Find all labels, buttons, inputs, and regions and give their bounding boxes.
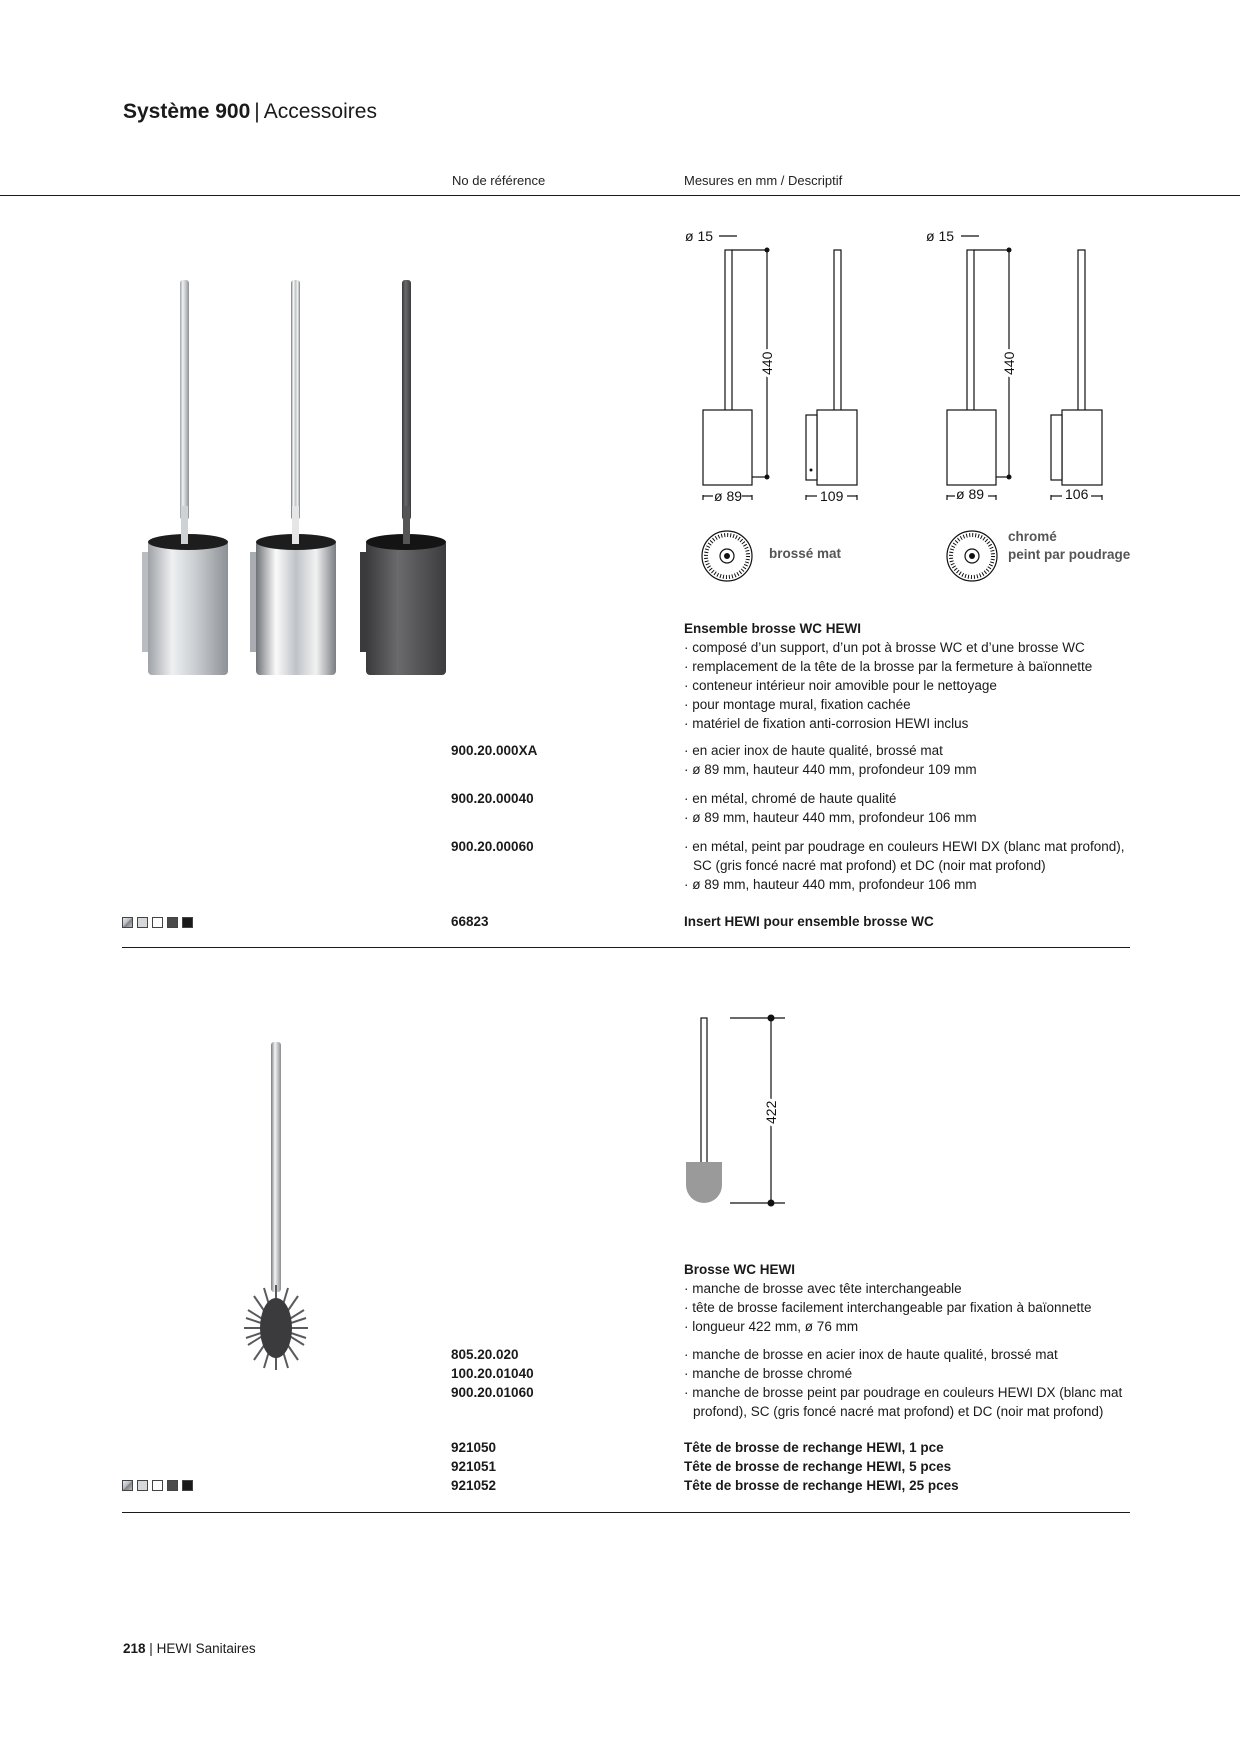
reference-number: 100.20.01040 [451, 1366, 534, 1381]
toilet-brush-photo [240, 1040, 320, 1380]
dim-109: 109 [820, 488, 844, 504]
brush-head-core [260, 1298, 292, 1358]
column-header-desc: Mesures en mm / Descriptif [684, 173, 843, 188]
variant-line: Tête de brosse de rechange HEWI, 5 pces [684, 1459, 952, 1474]
section-rule [122, 947, 1130, 948]
page-title-rest: Accessoires [263, 100, 377, 123]
color-swatches [122, 1480, 193, 1491]
feature-item: · pour montage mural, fixation cachée [684, 695, 1144, 714]
dim-d89-b: ø 89 [956, 486, 985, 502]
variant-description [684, 789, 1144, 827]
variant-line: · ø 89 mm, hauteur 440 mm, profondeur 106 mm [684, 808, 1144, 827]
footer-label: HEWI Sanitaires [156, 1641, 256, 1656]
swatch-chrome [137, 1480, 148, 1491]
feature-item: · manche de brosse avec tête interchangeable [684, 1279, 1144, 1298]
toilet-brush-set-photo [130, 270, 460, 690]
feature-item: · conteneur intérieur noir amovible pour le nettoyage [684, 676, 1144, 695]
finish-label-brushed: brossé mat [769, 546, 842, 561]
feature-item: · remplacement de la tête de la brosse par la fermeture à baïonnette [684, 657, 1144, 676]
variant-line: Tête de brosse de rechange HEWI, 1 pce [684, 1440, 944, 1455]
finish-label-chrome-line1: chromé [1008, 529, 1057, 544]
finish-label-chrome-line2: peint par poudrage [1008, 547, 1131, 562]
brush-technical-drawing [680, 1010, 800, 1210]
variant-line: Tête de brosse de rechange HEWI, 25 pces [684, 1478, 959, 1493]
feature-item: · matériel de fixation anti-corrosion HEWI inclus [684, 714, 1144, 733]
dim-d15-b: ø 15 [926, 228, 955, 244]
column-header-ref: No de référence [452, 173, 546, 188]
product-title-brush: Brosse WC HEWI [684, 1262, 796, 1277]
dim-422: 422 [763, 1100, 779, 1124]
page-number: 218 [123, 1641, 146, 1656]
page-title-separator: | [254, 100, 260, 123]
variant-line: · en acier inox de haute qualité, brossé mat [684, 741, 1144, 760]
swatch-white [152, 917, 163, 928]
finish-label-chrome [1008, 528, 1130, 564]
header-rule [0, 195, 1240, 196]
page-footer [123, 1641, 256, 1656]
variant-line: · ø 89 mm, hauteur 440 mm, profondeur 109 mm [684, 760, 1144, 779]
swatch-dark-grey [167, 1480, 178, 1491]
variant-line: · ø 89 mm, hauteur 440 mm, profondeur 106 mm [684, 875, 1136, 894]
swatch-white [152, 1480, 163, 1491]
holder-dark-grey [360, 280, 446, 675]
dim-106: 106 [1065, 486, 1089, 502]
reference-number: 805.20.020 [451, 1347, 519, 1362]
swatch-dark-grey [167, 917, 178, 928]
page-title-bold: Système 900 [123, 100, 251, 123]
reference-number: 900.20.000XA [451, 743, 538, 758]
variant-description [684, 741, 1144, 779]
footer-separator: | [149, 1641, 153, 1656]
swatch-black [182, 1480, 193, 1491]
variant-line: · manche de brosse peint par poudrage en couleurs HEWI DX (blanc mat profond), SC (gris foncé nacré mat profond) et DC (noir mat profond) [684, 1383, 1136, 1421]
reference-number: 900.20.01060 [451, 1385, 534, 1400]
holder-chrome [250, 280, 336, 675]
variant-line: · manche de brosse en acier inox de haute qualité, brossé mat [684, 1345, 1136, 1364]
holder-brushed-steel [142, 280, 228, 675]
product-description-set [684, 619, 1144, 733]
page-title [123, 100, 377, 124]
feature-item: · longueur 422 mm, ø 76 mm [684, 1317, 1144, 1336]
replacement-head-descriptions [684, 1438, 959, 1495]
reference-number: 921051 [451, 1459, 497, 1474]
insert-description: Insert HEWI pour ensemble brosse WC [684, 914, 934, 929]
swatch-steel [122, 1480, 133, 1491]
variant-line: · en métal, peint par poudrage en couleurs HEWI DX (blanc mat profond), SC (gris foncé nacré mat profond) et DC (noir mat profond) [684, 837, 1136, 875]
reference-list-heads [451, 1438, 496, 1495]
reference-number: 921050 [451, 1440, 497, 1455]
reference-number: 921052 [451, 1478, 497, 1493]
brush-handle [271, 1042, 281, 1292]
product-title-set: Ensemble brosse WC HEWI [684, 621, 862, 636]
reference-number: 900.20.00040 [451, 791, 534, 806]
brush-variant-descriptions [684, 1345, 1136, 1421]
reference-number-insert: 66823 [451, 914, 489, 929]
variant-description [684, 837, 1136, 894]
variant-line: · manche de brosse chromé [684, 1364, 1136, 1383]
swatch-steel [122, 917, 133, 928]
swatch-chrome [137, 917, 148, 928]
reference-list-brush [451, 1345, 534, 1402]
product-description-brush [684, 1260, 1144, 1336]
dim-440-b: 440 [1001, 351, 1017, 375]
reference-number: 900.20.00060 [451, 839, 534, 854]
dim-440-a: 440 [759, 351, 775, 375]
feature-item: · tête de brosse facilement interchangeable par fixation à baïonnette [684, 1298, 1144, 1317]
color-swatches [122, 917, 193, 928]
dim-d89-a: ø 89 [714, 488, 743, 504]
variant-line: · en métal, chromé de haute qualité [684, 789, 1144, 808]
brush-head-outline [686, 1162, 722, 1203]
section-rule [122, 1512, 1130, 1513]
swatch-black [182, 917, 193, 928]
dim-d15-a: ø 15 [685, 228, 714, 244]
feature-item: · composé d’un support, d’un pot à brosse WC et d’une brosse WC [684, 638, 1144, 657]
